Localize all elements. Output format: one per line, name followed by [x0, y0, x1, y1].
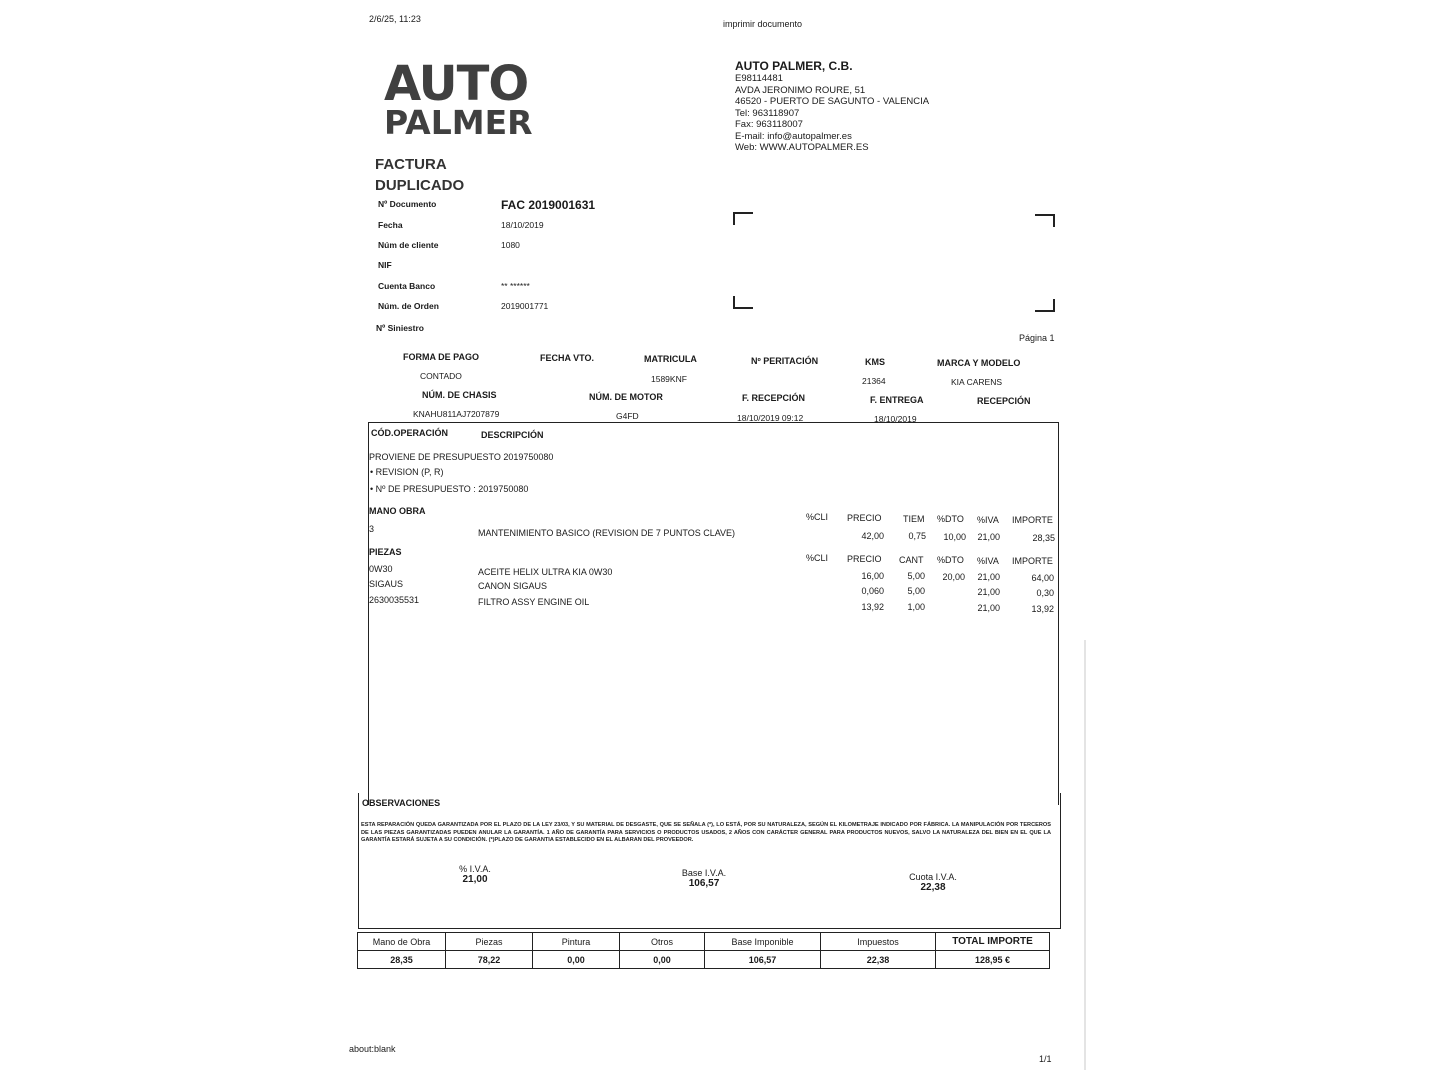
- vehicle-header: F. ENTREGA: [870, 395, 924, 405]
- parts-col-precio: PRECIO: [847, 554, 882, 564]
- info-value: 1080: [501, 240, 520, 250]
- vehicle-value: G4FD: [616, 411, 639, 421]
- labour-col-cli: %CLI: [806, 512, 829, 522]
- company-line: Tel: 963118907: [735, 107, 800, 119]
- info-row: [378, 260, 678, 274]
- labour-section-title: MANO OBRA: [369, 506, 426, 516]
- labour-row-tiem: 0,75: [908, 531, 926, 541]
- labour-row-code: 3: [369, 524, 375, 534]
- vehicle-header: NÚM. DE MOTOR: [589, 392, 663, 402]
- vehicle-value: 18/10/2019: [874, 414, 917, 424]
- company-line: E-mail: info@autopalmer.es: [735, 130, 852, 142]
- window-corner-top-left: [733, 212, 753, 225]
- info-label: Núm. de Orden: [378, 301, 439, 311]
- parts-row-importe: 13,92: [1031, 604, 1054, 614]
- company-line: Fax: 963118007: [735, 119, 803, 130]
- iva-cuota: [900, 872, 966, 893]
- totals-value: 0,00: [533, 951, 620, 969]
- title-duplicado: DUPLICADO: [375, 177, 465, 194]
- parts-row-iva: 21,00: [977, 603, 1000, 613]
- parts-row-iva: 21,00: [977, 572, 1000, 582]
- parts-row-precio: 16,00: [861, 571, 884, 581]
- info-value: 18/10/2019: [501, 220, 544, 230]
- parts-col-dto: %DTO: [937, 555, 964, 565]
- labour-col-tiem: TIEM: [903, 514, 925, 524]
- vehicle-header: NÚM. DE CHASIS: [422, 390, 497, 400]
- invoice-lines-box: [368, 422, 1059, 805]
- vehicle-value: CONTADO: [420, 371, 462, 381]
- observations-title: OBSERVACIONES: [362, 798, 441, 808]
- page-number: Página 1: [1019, 333, 1055, 343]
- parts-row-importe: 0,30: [1036, 588, 1054, 598]
- labour-col-dto: %DTO: [937, 514, 964, 524]
- info-row: [378, 281, 678, 295]
- company-info: [735, 59, 929, 154]
- parts-row-code: SIGAUS: [369, 579, 404, 589]
- parts-section-title: PIEZAS: [369, 547, 402, 557]
- totals-value: 0,00: [620, 951, 705, 969]
- info-label: Nº Siniestro: [376, 323, 424, 333]
- totals-value-row: [358, 951, 1050, 969]
- vehicle-value: KIA CARENS: [951, 377, 1003, 387]
- labour-row-dto: 10,00: [943, 532, 966, 542]
- info-label: Núm de cliente: [378, 240, 439, 250]
- parts-row-dto: 20,00: [942, 572, 965, 582]
- document-title: [375, 154, 464, 196]
- vehicle-value: 18/10/2019 09:12: [737, 413, 804, 423]
- iva-cuota-label: Cuota I.V.A.: [909, 872, 957, 882]
- info-label: Cuenta Banco: [378, 281, 436, 291]
- info-row: [378, 240, 678, 254]
- iva-cuota-value: 22,38: [920, 882, 946, 893]
- line-note: PROVIENE DE PRESUPUESTO 2019750080: [369, 452, 554, 462]
- footer-page-count: 1/1: [1039, 1054, 1052, 1064]
- company-line: Web: WWW.AUTOPALMER.ES: [735, 142, 869, 153]
- parts-row-cant: 5,00: [907, 571, 925, 581]
- print-title: imprimir documento: [723, 19, 803, 29]
- iva-base-label: Base I.V.A.: [681, 868, 727, 878]
- totals-value: 22,38: [821, 951, 936, 969]
- parts-row-iva: 21,00: [977, 587, 1000, 597]
- totals-header-total: TOTAL IMPORTE: [936, 933, 1050, 951]
- column-header-code: CÓD.OPERACIÓN: [371, 428, 449, 438]
- vehicle-header: MARCA Y MODELO: [937, 358, 1021, 368]
- iva-percent-label: % I.V.A.: [459, 864, 491, 874]
- parts-col-iva: %IVA: [977, 556, 999, 566]
- labour-row-desc: MANTENIMIENTO BASICO (REVISION DE 7 PUNTOS CLAVE): [478, 528, 736, 538]
- parts-row-desc: FILTRO ASSY ENGINE OIL: [478, 597, 590, 607]
- info-row: [378, 301, 678, 315]
- parts-col-cli: %CLI: [806, 553, 829, 563]
- labour-col-precio: PRECIO: [847, 513, 882, 523]
- parts-row-importe: 64,00: [1031, 573, 1054, 583]
- info-value: FAC 2019001631: [501, 198, 596, 212]
- window-corner-bottom-left: [733, 296, 753, 309]
- labour-row-iva: 21,00: [977, 532, 1000, 542]
- totals-header-row: [358, 933, 1050, 951]
- parts-row-code: 2630035531: [369, 595, 420, 605]
- parts-row-cant: 1,00: [907, 602, 925, 612]
- title-factura: FACTURA: [375, 156, 447, 173]
- vehicle-value: 21364: [862, 376, 886, 386]
- labour-row-precio: 42,00: [861, 531, 884, 541]
- labour-row-importe: 28,35: [1032, 533, 1055, 543]
- vehicle-header: KMS: [865, 357, 885, 367]
- window-corner-top-right: [1035, 214, 1055, 227]
- vehicle-header: FORMA DE PAGO: [403, 352, 479, 362]
- vehicle-value: 1589KNF: [651, 374, 687, 384]
- totals-header: Piezas: [446, 933, 533, 951]
- totals-value-total: 128,95 €: [936, 951, 1050, 969]
- info-row: [378, 199, 678, 213]
- line-note: • Nº DE PRESUPUESTO : 2019750080: [370, 484, 529, 494]
- iva-percent-value: 21,00: [462, 874, 488, 885]
- company-line: E98114481: [735, 73, 783, 84]
- totals-header: Otros: [620, 933, 705, 951]
- totals-value: 28,35: [358, 951, 446, 969]
- iva-base-value: 106,57: [688, 878, 720, 889]
- info-row: [376, 323, 676, 337]
- parts-col-importe: IMPORTE: [1012, 556, 1053, 566]
- info-row: [378, 220, 678, 234]
- logo-line-2: PALMER: [384, 103, 533, 142]
- company-line: 46520 - PUERTO DE SAGUNTO - VALENCIA: [735, 96, 930, 107]
- print-datetime: 2/6/25, 11:23: [369, 14, 421, 24]
- company-name: AUTO PALMER, C.B.: [735, 59, 853, 73]
- vehicle-value: KNAHU811AJ7207879: [413, 409, 500, 419]
- info-label: NIF: [378, 260, 392, 270]
- totals-table: [357, 932, 1050, 969]
- totals-value: 106,57: [705, 951, 821, 969]
- vehicle-header: FECHA VTO.: [540, 353, 595, 363]
- line-note: • REVISION (P, R): [370, 467, 444, 477]
- column-header-description: DESCRIPCIÓN: [481, 430, 544, 440]
- totals-value: 78,22: [446, 951, 533, 969]
- parts-row-desc: CANON SIGAUS: [478, 581, 548, 591]
- totals-header: Pintura: [533, 933, 620, 951]
- parts-row-desc: ACEITE HELIX ULTRA KIA 0W30: [478, 567, 613, 577]
- totals-header: Base Imponible: [705, 933, 821, 951]
- info-label: Fecha: [378, 220, 403, 230]
- info-label: Nº Documento: [378, 199, 437, 209]
- parts-row-cant: 5,00: [907, 586, 925, 596]
- observations-text: ESTA REPARACIÓN QUEDA GARANTIZADA POR EL PLAZO DE LA LEY 23/03, Y SU MATERIAL DE DESGASTE, QUE SE SEÑALA (*), LO ESTÁ, POR SU NATURALEZA, SEGÚN EL KILOMETRAJE INDICADO POR FÁBRICA. LA MANIPULACIÓN POR TERCEROS DE LAS PIEZAS GARANTIZADAS PUEDEN ANULAR LA GARANTÍA. 1 AÑO DE GARANTÍA PARA SERVICIOS O PRODUCTOS USADOS, 2 AÑOS CON CARÁCTER GENERAL PARA PRODUCTOS NUEVOS, SALVO LA NATURALEZA DEL BIEN EN EL QUE LA GARANTÍA ESTARÁ SUJETA A SU CONDICIÓN. (*)PLAZO DE GARANTIA ESTABLECIDO EN EL ALBARAN DEL PROVEEDOR.: [361, 822, 1051, 844]
- iva-percent: [452, 864, 498, 885]
- footer-url: about:blank: [349, 1044, 396, 1054]
- company-logo: [384, 56, 533, 142]
- info-value: ** ******: [501, 281, 530, 291]
- window-corner-bottom-right: [1035, 299, 1055, 312]
- parts-col-cant: CANT: [899, 555, 924, 565]
- vehicle-header: MATRICULA: [644, 354, 697, 364]
- vehicle-header: F. RECEPCIÓN: [742, 393, 806, 403]
- company-line: AVDA JERONIMO ROURE, 51: [735, 84, 866, 96]
- iva-base: [672, 868, 736, 889]
- parts-row-precio: 13,92: [861, 602, 884, 612]
- logo-line-1: AUTO: [384, 56, 529, 112]
- labour-col-iva: %IVA: [977, 515, 999, 525]
- observations-box: [358, 793, 1061, 929]
- vehicle-header: Nº PERITACIÓN: [751, 356, 819, 366]
- labour-col-importe: IMPORTE: [1012, 515, 1053, 525]
- totals-header: Impuestos: [821, 933, 936, 951]
- vehicle-header: RECEPCIÓN: [977, 396, 1031, 406]
- parts-row-precio: 0,060: [861, 586, 884, 596]
- parts-row-code: 0W30: [369, 564, 393, 574]
- info-value: 2019001771: [501, 301, 549, 311]
- page-edge: [1084, 640, 1086, 1070]
- totals-header: Mano de Obra: [358, 933, 446, 951]
